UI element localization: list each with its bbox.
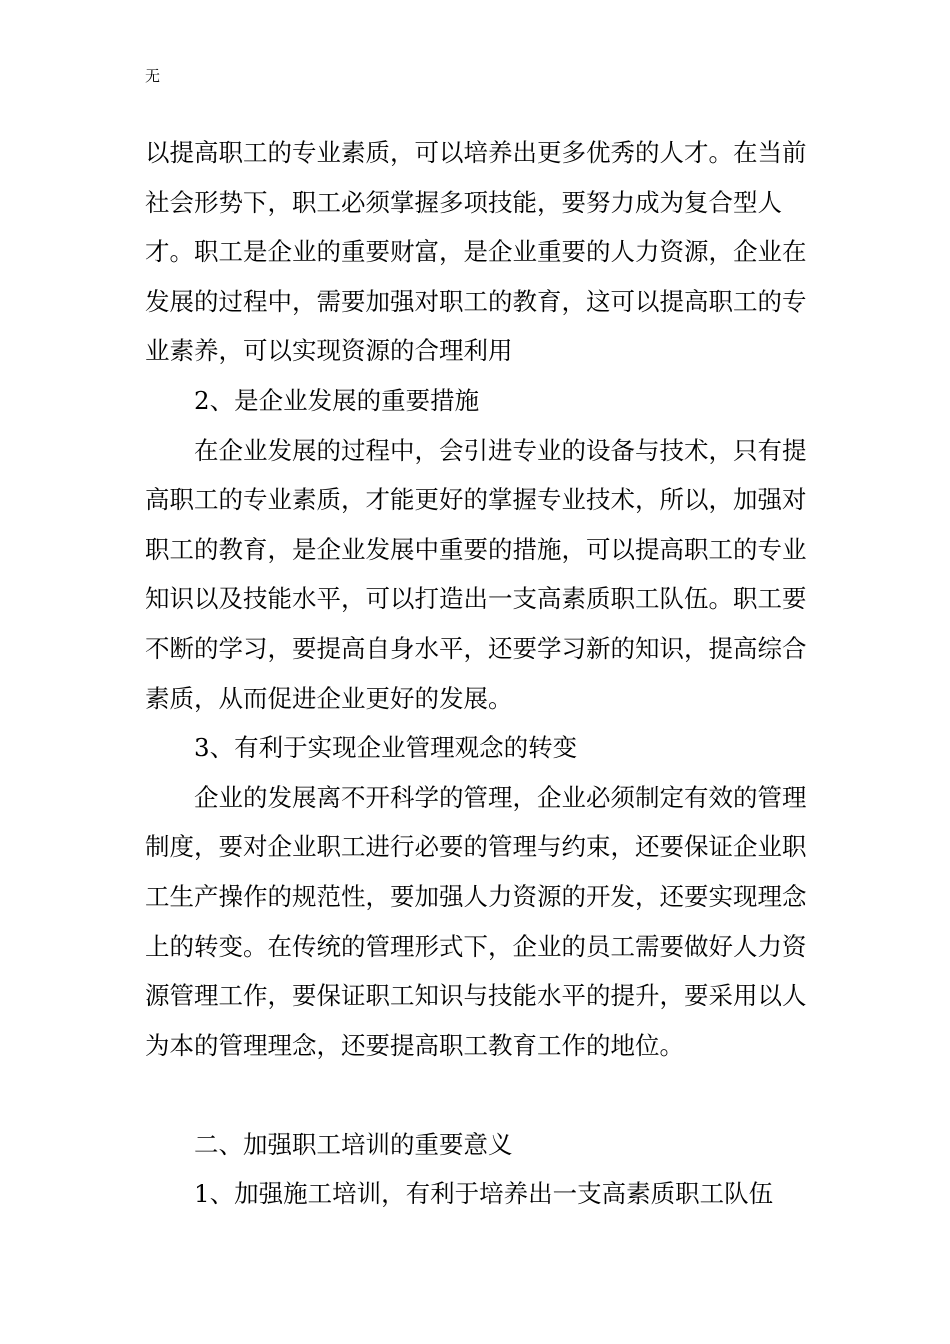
page-header: 无	[145, 67, 161, 85]
paragraph-measures: 在企业发展的过程中，会引进专业的设备与技术，只有提高职工的专业素质，才能更好的掌握专业技术，所以，加强对职工的教育，是企业发展中重要的措施，可以提高职工的专业知识以及技能水平，可以打造出一支高素质职工队伍。职工要不断的学习，要提高自身水平，还要学习新的知识，提高综合素质，从而促进企业更好的发展。	[145, 435, 807, 713]
subheading-1: 1、加强施工培训，有利于培养出一支高素质职工队伍	[194, 1179, 774, 1209]
section-heading-2: 二、加强职工培训的重要意义	[194, 1129, 513, 1159]
paragraph-continued: 以提高职工的专业素质，可以培养出更多优秀的人才。在当前社会形势下，职工必须掌握多项技能，要努力成为复合型人才。职工是企业的重要财富，是企业重要的人力资源，企业在发展的过程中，需要加强对职工的教育，这可以提高职工的专业素养，可以实现资源的合理利用	[145, 138, 807, 366]
paragraph-management: 企业的发展离不开科学的管理，企业必须制定有效的管理制度，要对企业职工进行必要的管理与约束，还要保证企业职工生产操作的规范性，要加强人力资源的开发，还要实现理念上的转变。在传统的管理形式下，企业的员工需要做好人力资源管理工作，要保证职工知识与技能水平的提升，要采用以人为本的管理理念，还要提高职工教育工作的地位。	[145, 782, 807, 1060]
subheading-3: 3、有利于实现企业管理观念的转变	[194, 733, 578, 763]
document-body	[145, 128, 825, 1219]
subheading-2: 2、是企业发展的重要措施	[194, 385, 480, 415]
section-spacer	[145, 1070, 825, 1120]
